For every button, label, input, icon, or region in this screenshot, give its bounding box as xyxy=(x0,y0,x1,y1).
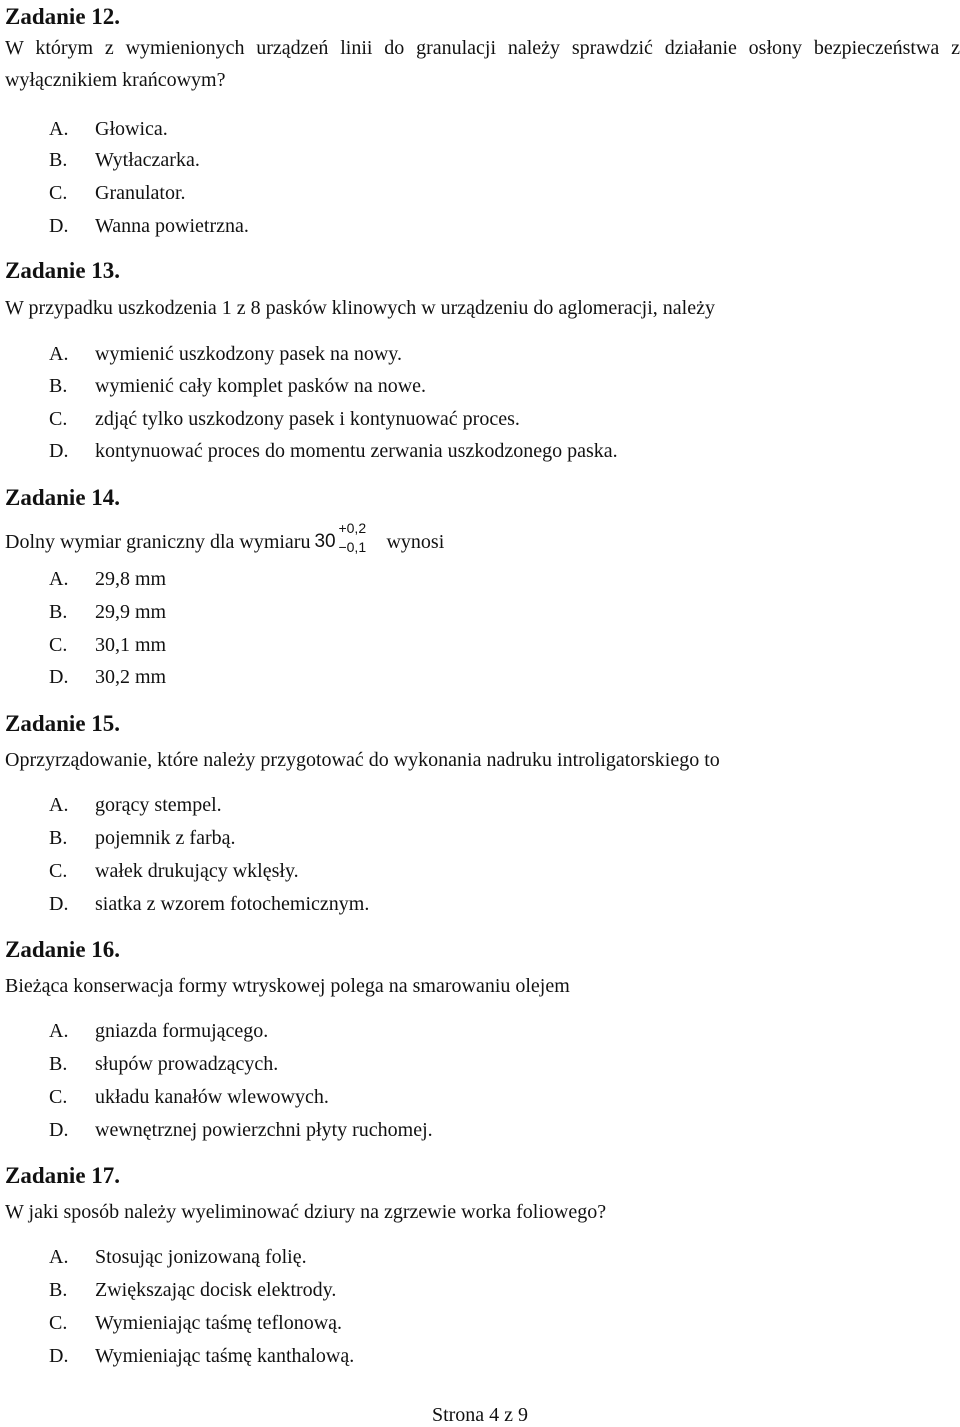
option-letter: C. xyxy=(49,408,68,430)
option-letter: B. xyxy=(49,1279,68,1301)
option-letter: D. xyxy=(49,1345,69,1367)
option-letter: A. xyxy=(49,794,69,816)
question-text-after: wynosi xyxy=(386,531,445,553)
option-letter: C. xyxy=(49,634,68,656)
option-text: Wytłaczarka. xyxy=(95,149,200,171)
option-letter: D. xyxy=(49,893,69,915)
option-text: kontynuować proces do momentu zerwania uszkodzonego paska. xyxy=(95,440,618,462)
option-letter: A. xyxy=(49,118,69,140)
dimension-base: 30 xyxy=(314,531,336,552)
option-text: 29,8 mm xyxy=(95,568,167,590)
option-letter: A. xyxy=(49,343,69,365)
option-letter: C. xyxy=(49,1312,68,1334)
upper-deviation: +0,2 xyxy=(338,520,367,536)
option-letter: D. xyxy=(49,440,69,462)
option-letter: C. xyxy=(49,860,68,882)
option-text: wymienić cały komplet pasków na nowe. xyxy=(95,375,427,397)
task-16-heading: Zadanie 16. xyxy=(5,937,121,962)
option-letter: B. xyxy=(49,827,68,849)
option-text: wewnętrznej powierzchni płyty ruchomej. xyxy=(95,1119,433,1141)
task-14-question xyxy=(5,522,444,556)
option-letter: A. xyxy=(49,568,69,590)
option-text: Głowica. xyxy=(95,118,168,140)
option-text: Zwiększając docisk elektrody. xyxy=(95,1279,337,1301)
option-letter: B. xyxy=(49,601,68,623)
option-text: gniazda formującego. xyxy=(95,1020,269,1042)
option-text: wałek drukujący wklęsły. xyxy=(95,860,299,882)
option-text: słupów prowadzących. xyxy=(95,1053,279,1075)
option-letter: D. xyxy=(49,215,69,237)
task-14-heading: Zadanie 14. xyxy=(5,485,121,510)
option-text: 29,9 mm xyxy=(95,601,167,623)
option-text: Wymieniając taśmę teflonową. xyxy=(95,1312,343,1334)
option-text: Wymieniając taśmę kanthalową. xyxy=(95,1345,355,1367)
task-13-question: W przypadku uszkodzenia 1 z 8 pasków klinowych w urządzeniu do aglomeracji, należy xyxy=(5,297,715,319)
task-15-question: Oprzyrządowanie, które należy przygotować do wykonania nadruku introligatorskiego to xyxy=(5,749,720,771)
page-number: Strona 4 z 9 xyxy=(431,1404,529,1426)
option-letter: B. xyxy=(49,1053,68,1075)
option-letter: B. xyxy=(49,375,68,397)
task-15-heading: Zadanie 15. xyxy=(5,711,121,736)
question-text-before: Dolny wymiar graniczny dla wymiaru xyxy=(5,531,311,553)
task-12-heading: Zadanie 12. xyxy=(5,4,121,29)
option-text: 30,1 mm xyxy=(95,634,167,656)
option-text: gorący stempel. xyxy=(95,794,222,816)
option-letter: D. xyxy=(49,666,69,688)
option-letter: C. xyxy=(49,182,68,204)
option-text: zdjąć tylko uszkodzony pasek i kontynuować proces. xyxy=(95,408,520,430)
task-13-heading: Zadanie 13. xyxy=(5,258,121,283)
option-text: układu kanałów wlewowych. xyxy=(95,1086,329,1108)
option-text: Wanna powietrzna. xyxy=(95,215,249,237)
option-letter: B. xyxy=(49,149,68,171)
dimension-tolerance xyxy=(314,522,380,556)
option-text: Granulator. xyxy=(95,182,186,204)
option-letter: A. xyxy=(49,1246,69,1268)
option-letter: D. xyxy=(49,1119,69,1141)
option-text: pojemnik z farbą. xyxy=(95,827,236,849)
option-letter: A. xyxy=(49,1020,69,1042)
task-12-question: W którym z wymienionych urządzeń linii do granulacji należy sprawdzić działanie osłony bezpieczeństwa z wyłącznikiem krańcowym? xyxy=(5,37,960,91)
task-17-heading: Zadanie 17. xyxy=(5,1163,121,1188)
option-text: siatka z wzorem fotochemicznym. xyxy=(95,893,370,915)
option-text: Stosując jonizowaną folię. xyxy=(95,1246,307,1268)
task-16-question: Bieżąca konserwacja formy wtryskowej polega na smarowaniu olejem xyxy=(5,975,570,997)
task-17-question: W jaki sposób należy wyeliminować dziury na zgrzewie worka foliowego? xyxy=(5,1201,607,1223)
option-text: 30,2 mm xyxy=(95,666,167,688)
option-text: wymienić uszkodzony pasek na nowy. xyxy=(95,343,402,365)
option-letter: C. xyxy=(49,1086,68,1108)
lower-deviation: −0,1 xyxy=(338,539,367,555)
